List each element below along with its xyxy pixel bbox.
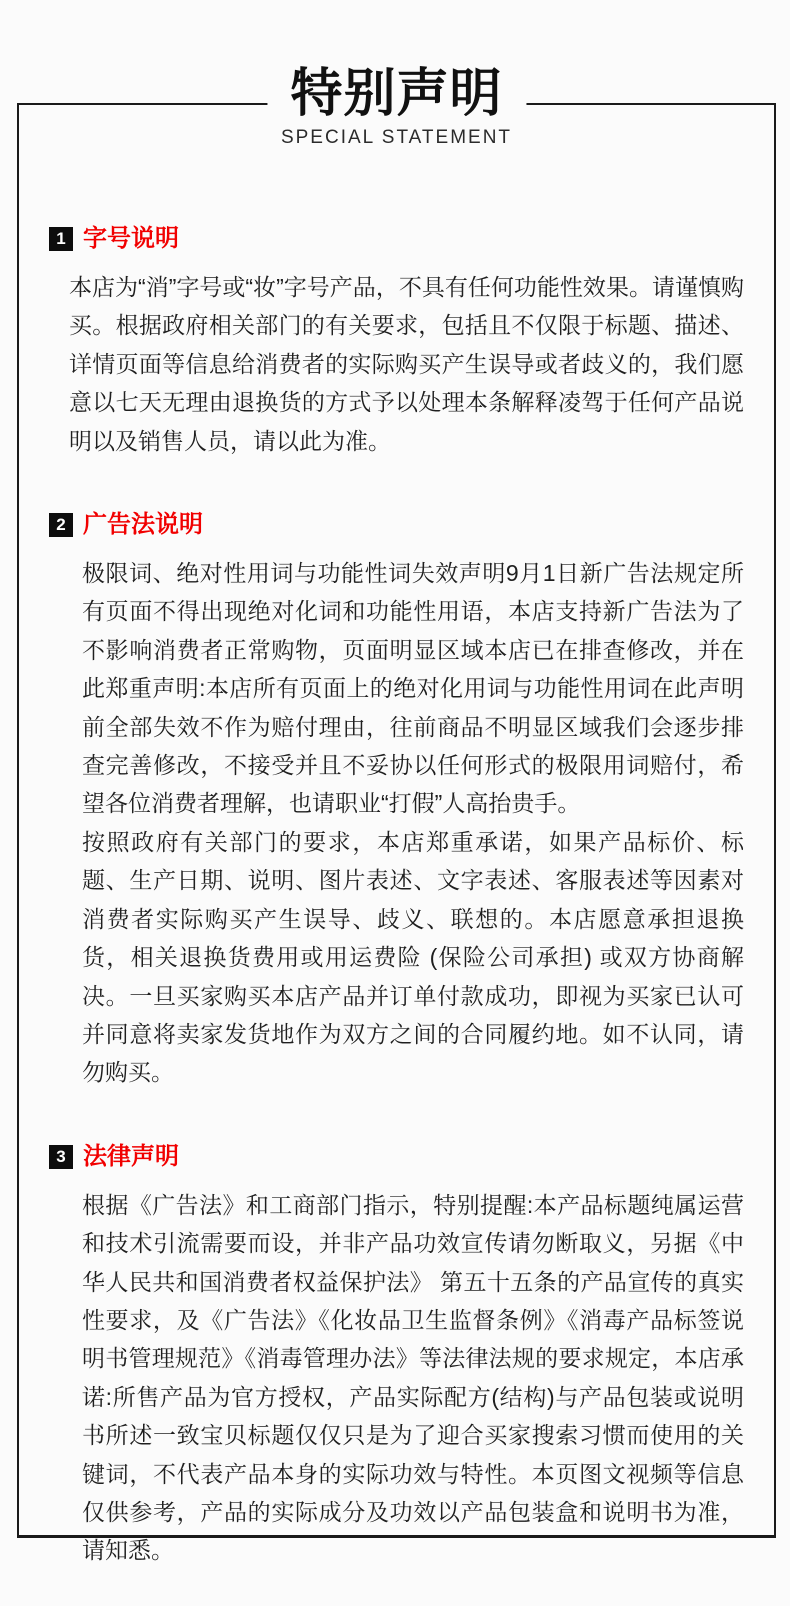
section-paragraph: 按照政府有关部门的要求，本店郑重承诺，如果产品标价、标题、生产日期、说明、图片表述、文字表述、客服表述等因素对消费者实际购买产生误导、歧义、联想的。本店愿意承担退换货，相关退换货费用或用运费险 (保险公司承担) 或双方协商解决。一旦买家购买本店产品并订单付款成功，即视为买家已认可并同意将卖家发货地作为双方之间的合同履约地。如不认同，请勿购买。 (82, 828, 744, 1086)
section-legal (49, 1144, 744, 1570)
section-paragraphs (82, 554, 744, 1092)
title-block (267, 65, 526, 150)
section-heading (49, 1144, 744, 1170)
statement-content (19, 105, 774, 1606)
section-heading-label: 广告法说明 (83, 511, 203, 539)
page-subtitle: SPECIAL STATEMENT (280, 127, 513, 148)
section-paragraph: 根据《广告法》和工商部门指示，特别提醒:本产品标题纯属运营和技术引流需要而设，并非产品功效宣传请勿断取义，另据《中华人民共和国消费者权益保护法》 第五十五条的产品宣传的真实性要求，及《广告法》《化妆品卫生监督条例》《消毒产品标签说明书管理规范》《消毒管理办法》等法律法规的要求规定，本店承诺:所售产品为官方授权，产品实际配方(结构)与产品包装或说明书所述一致宝贝标题仅仅只是为了迎合买家搜索习惯而使用的关键词，不代表产品本身的实际功效与特性。本页图文视频等信息仅供参考，产品的实际成分及功效以产品包装盒和说明书为准，请知悉。 (82, 1191, 744, 1564)
section-number-badge: 2 (49, 513, 73, 537)
section-heading (49, 512, 744, 538)
section-number-badge: 1 (49, 227, 73, 251)
section-paragraphs (82, 1186, 744, 1570)
page-title: 特别声明 (290, 65, 503, 123)
statement-box (17, 65, 776, 1564)
section-heading (49, 226, 744, 252)
section-paragraph: 本店为“消”字号或“妆”字号产品，不具有任何功能性效果。请谨慎购买。根据政府相关部门的有关要求，包括且不仅限于标题、描述、详情页面等信息给消费者的实际购买产生误导或者歧义的，我们愿意以七天无理由退换货的方式予以处理本条解释凌驾于任何产品说明以及销售人员，请以此为准。 (69, 274, 744, 454)
section-number-badge: 3 (49, 1145, 73, 1169)
section-paragraph: 极限词、绝对性用词与功能性词失效声明9月1日新广告法规定所有页面不得出现绝对化词和功能性用语，本店支持新广告法为了不影响消费者正常购物，页面明显区域本店已在排查修改，并在此郑重声明:本店所有页面上的绝对化用词与功能性用词在此声明前全部失效不作为赔付理由，往前商品不明显区域我们会逐步排查完善修改，不接受并且不妥协以任何形式的极限用词赔付，希望各位消费者理解，也请职业“打假”人高抬贵手。 (82, 560, 744, 817)
section-paragraphs (69, 268, 744, 460)
section-heading-label: 法律声明 (83, 1142, 179, 1170)
section-zihao (49, 226, 744, 460)
section-adlaw (49, 512, 744, 1092)
section-heading-label: 字号说明 (83, 225, 179, 252)
